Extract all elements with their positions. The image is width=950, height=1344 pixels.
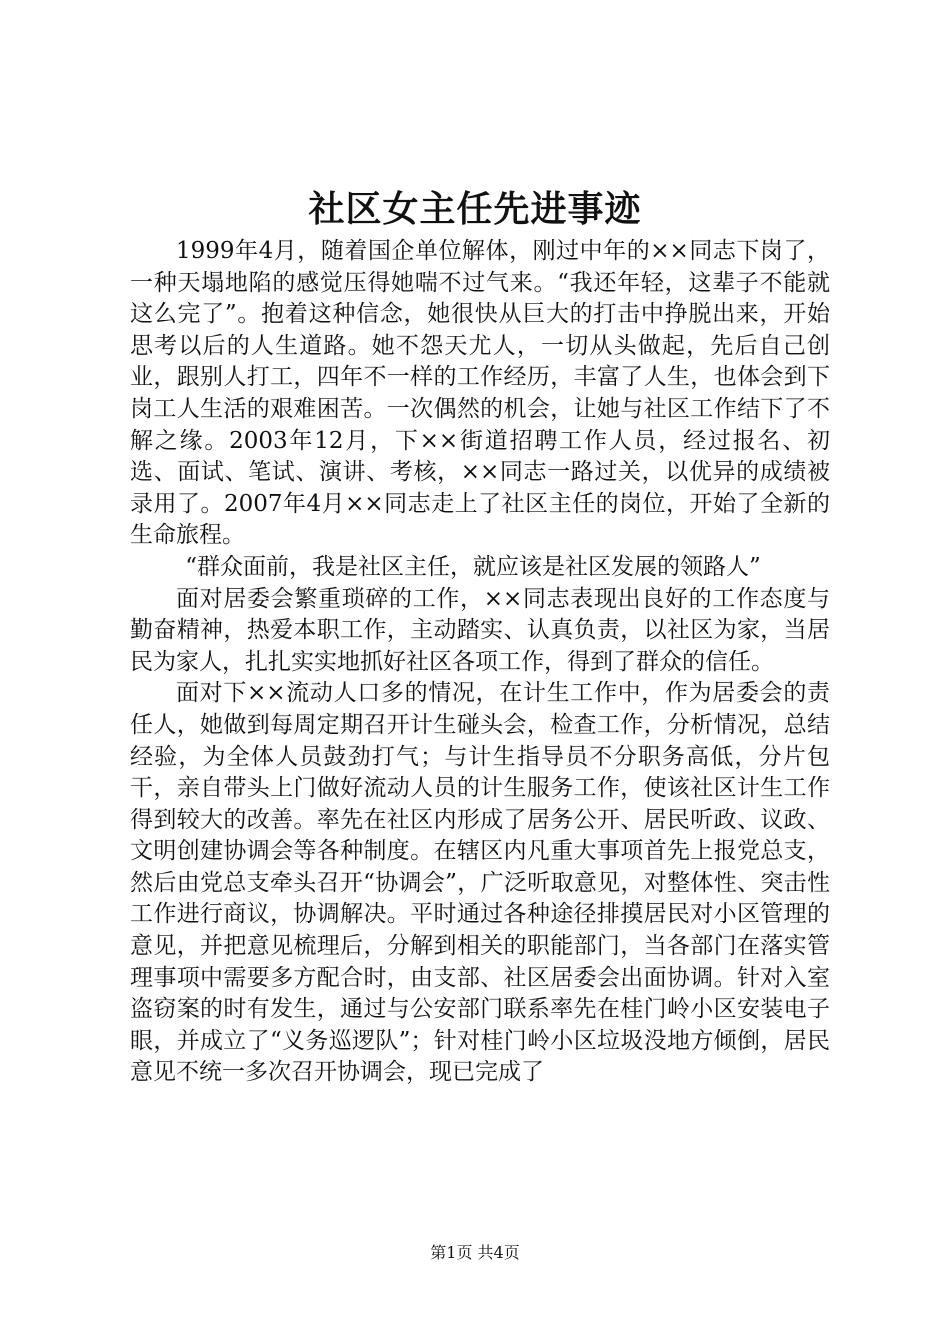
document-body (130, 236, 830, 1089)
paragraph-1: 1999年4月，随着国企单位解体，刚过中年的××同志下岗了，一种天塌地陷的感觉压得她喘不过气来。“我还年轻，这辈子不能就这么完了”。抱着这种信念，她很快从巨大的打击中挣脱出来，开始思考以后的人生道路。她不怨天尤人，一切从头做起，先后自己创业，跟别人打工，四年不一样的工作经历，丰富了人生，也体会到下岗工人生活的艰难困苦。一次偶然的机会，让她与社区工作结下了不解之缘。2003年12月，下××街道招聘工作人员，经过报名、初选、面试、笔试、演讲、考核，××同志一路过关，以优异的成绩被录用了。2007年4月××同志走上了社区主任的岗位，开始了全新的生命旅程。 (130, 238, 830, 549)
document-title: 社区女主任先进事迹 (308, 188, 642, 230)
paragraph-quote: “群众面前，我是社区主任，就应该是社区发展的领路人” (185, 553, 761, 580)
paragraph-4: 面对下××流动人口多的情况，在计生工作中，作为居委会的责任人，她做到每周定期召开计生碰头会，检查工作，分析情况，总结经验，为全体人员鼓劲打气；与计生指导员不分职务高低，分片包干，亲自带头上门做好流动人员的计生服务工作，使该社区计生工作得到较大的改善。率先在社区内形成了居务公开、居民听政、议政、文明创建协调会等各种制度。在辖区内凡重大事项首先上报党总支，然后由党总支牵头召开“协调会”，广泛听取意见，对整体性、突击性工作进行商议，协调解决。平时通过各种途径排摸居民对小区管理的意见，并把意见梳理后，分解到相关的职能部门，当各部门在落实管理事项中需要多方配合时，由支部、社区居委会出面协调。针对入室盗窃案的时有发生，通过与公安部门联系率先在桂门岭小区安装电子眼，并成立了“义务巡逻队”；针对桂门岭小区垃圾没地方倾倒，居民意见不统一多次召开协调会，现已完成了 (130, 680, 830, 1086)
paragraph-3: 面对居委会繁重琐碎的工作，××同志表现出良好的工作态度与勤奋精神，热爱本职工作，主动踏实、认真负责，以社区为家，当居民为家人，扎扎实实地抓好社区各项工作，得到了群众的信任。 (130, 585, 830, 675)
page-footer: 第1页 共4页 (430, 1243, 520, 1262)
